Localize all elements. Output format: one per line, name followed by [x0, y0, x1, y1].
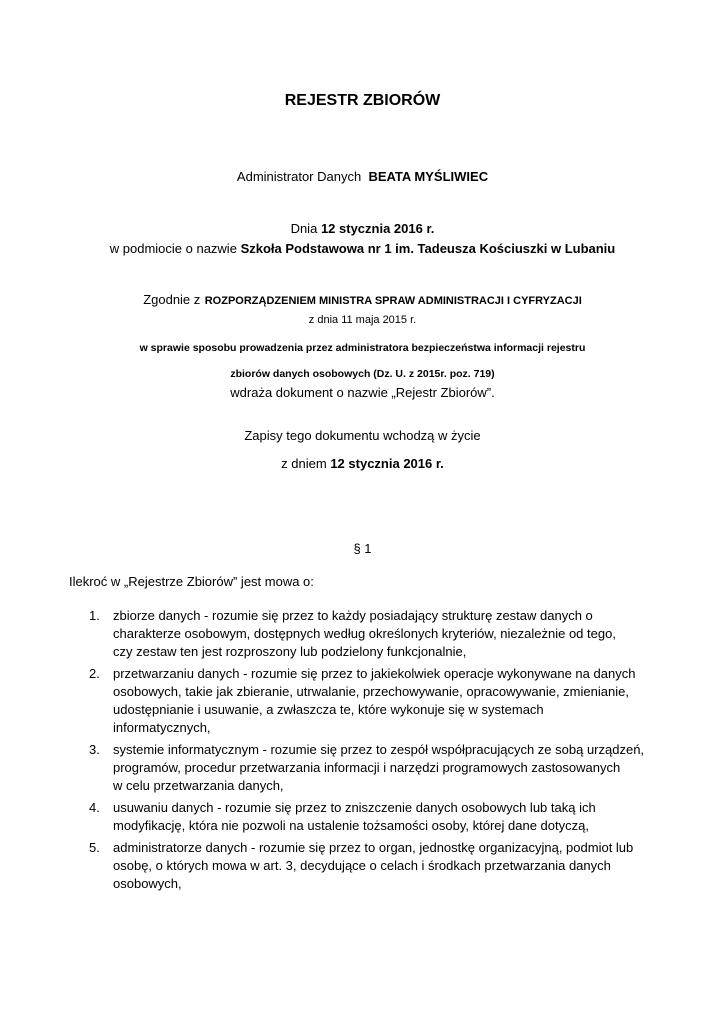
regulation-line — [0, 291, 725, 309]
item-line: systemie informatycznym - rozumie się przez to zespół współpracujących ze sobą urządzeń, — [113, 742, 645, 757]
item-line: modyfikację, która nie pozwoli na ustalenie tożsamości osoby, której dane dotyczą, — [113, 818, 589, 833]
regulation-date: z dnia 11 maja 2015 r. — [308, 314, 417, 326]
regulation-subject-line1 — [0, 342, 725, 354]
item-number: 3. — [89, 742, 100, 757]
item-line: administratorze danych - rozumie się przez to organ, jednostkę organizacyjną, podmiot lub — [113, 840, 634, 855]
date-value: 12 stycznia 2016 r. — [320, 221, 435, 236]
item-line: udostępnianie i usuwanie, a zwłaszcza te, które wykonuje się w systemach — [113, 702, 544, 717]
entity-line — [0, 241, 725, 256]
effective-prefix: z dniem — [281, 456, 327, 471]
date-prefix: Dnia — [290, 221, 318, 236]
administrator-line — [0, 169, 725, 184]
regulation-subject-line2 — [0, 368, 725, 380]
item-number: 2. — [89, 666, 100, 681]
regulation-subject-text1: w sprawie sposobu prowadzenia przez administratora bezpieczeństwa informacji rejestru — [139, 342, 586, 354]
item-line: przetwarzaniu danych - rozumie się przez to jakiekolwiek operacje wykonywane na danych — [113, 666, 636, 681]
item-number: 1. — [89, 608, 100, 623]
item-number: 4. — [89, 800, 100, 815]
list-item — [79, 741, 679, 795]
item-line: usuwaniu danych - rozumie się przez to zniszczenie danych osobowych lub taką ich — [113, 800, 596, 815]
implements-line: wdraża dokument o nazwie „Rejestr Zbiorów”. — [230, 385, 495, 400]
item-line: programów, procedur przetwarzania informacji i narzędzi programowych zastosowanych — [113, 760, 621, 775]
item-line: osobowych, takie jak zbieranie, utrwalanie, przechowywanie, opracowywanie, zmienianie, — [113, 684, 629, 699]
list-item — [79, 799, 679, 835]
item-line: czy zestaw ten jest rozproszony lub podzielony funkcjonalnie, — [113, 644, 467, 659]
effective-date: 12 stycznia 2016 r. — [330, 456, 444, 471]
regulation-name: ROZPORZĄDZENIEM MINISTRA SPRAW ADMINISTRACJI I CYFRYZACJI — [204, 295, 582, 307]
item-line: osobę, o których mowa w art. 3, decydujące o celach i środkach przetwarzania danych — [113, 858, 611, 873]
item-number: 5. — [89, 840, 100, 855]
document-title: REJESTR ZBIORÓW — [284, 92, 441, 109]
item-line: osobowych, — [113, 876, 182, 891]
administrator-label: Administrator Danych — [236, 169, 362, 184]
entity-name: Szkoła Podstawowa nr 1 im. Tadeusza Kościuszki w Lubaniu — [240, 241, 616, 256]
item-line: w celu przetwarzania danych, — [113, 778, 284, 793]
entity-prefix: w podmiocie o nazwie — [109, 241, 237, 256]
item-line: charakterze osobowym, dostępnych według określonych kryteriów, niezależnie od tego, — [113, 626, 616, 641]
section-heading: § 1 — [353, 541, 372, 556]
list-item — [79, 665, 679, 737]
definitions-list — [79, 607, 679, 897]
effective-line2 — [0, 456, 725, 471]
item-line: informatycznych, — [113, 720, 211, 735]
effective-line1: Zapisy tego dokumentu wchodzą w życie — [244, 428, 481, 443]
date-line — [0, 221, 725, 236]
list-item — [79, 607, 679, 661]
intro-text: Ilekroć w „Rejestrze Zbiorów” jest mowa o: — [69, 574, 314, 589]
item-line: zbiorze danych - rozumie się przez to każdy posiadający strukturę zestaw danych o — [113, 608, 593, 623]
list-item — [79, 839, 679, 893]
regulation-subject-text2: zbiorów danych osobowych (Dz. U. z 2015r. poz. 719) — [230, 368, 495, 380]
regulation-prefix: Zgodnie z — [143, 292, 201, 307]
administrator-name: BEATA MYŚLIWIEC — [368, 169, 489, 184]
